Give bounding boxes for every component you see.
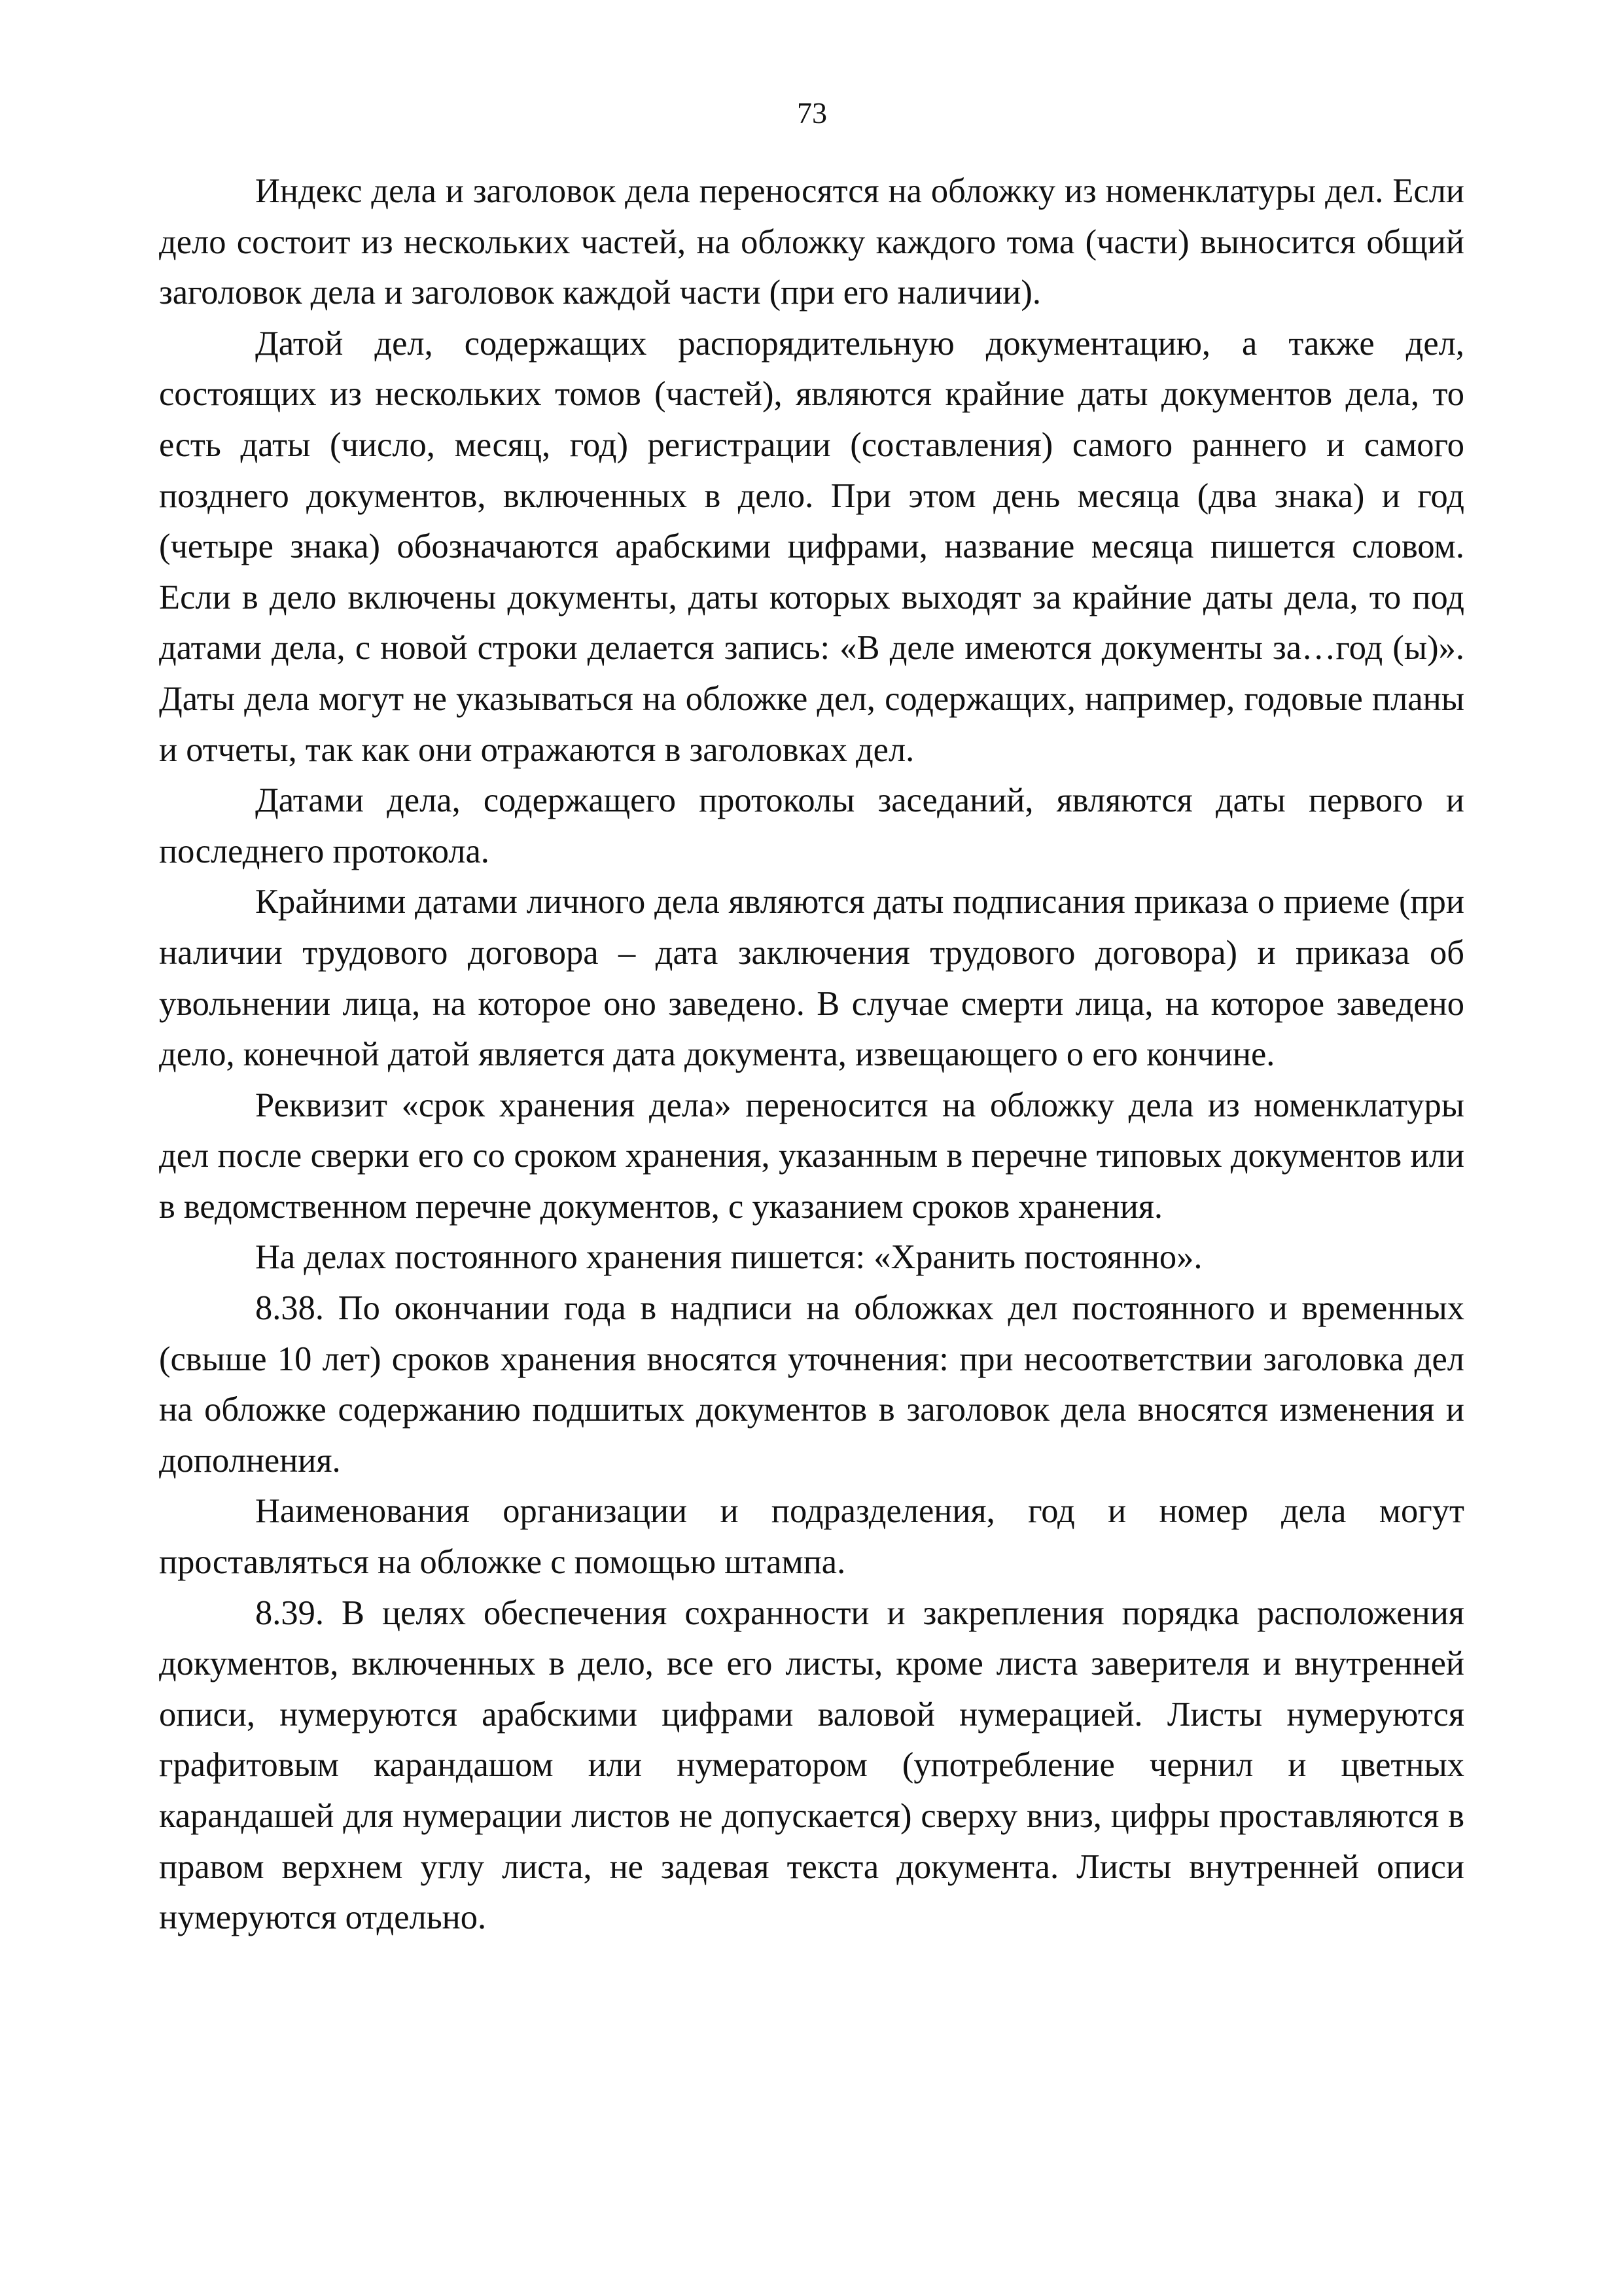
paragraph-storage-term: Реквизит «срок хранения дела» переносится на обложку дела из номенклатуры дел после сверки его со сроком хранения, указанным в перечне типовых документов или в ведомственном перечне документов, с указанием сроков хранения. — [159, 1086, 1464, 1226]
paragraph-personal-file-dates: Крайними датами личного дела являются даты подписания приказа о приеме (при наличии трудового договора – дата заключения трудового договора) и приказа об увольнении лица, на которое оно заведено. В случае смерти лица, на которое заведено дело, конечной датой является дата документа, извещающего о его кончине. — [159, 883, 1464, 1074]
page-number: 73 — [797, 96, 827, 130]
paragraph-permanent-storage: На делах постоянного хранения пишется: «Хранить постоянно». — [255, 1238, 1203, 1277]
paragraph-stamp: Наименования организации и подразделения, год и номер дела могут проставляться на обложке с помощью штампа. — [159, 1492, 1464, 1582]
paragraph-protocol-dates: Датами дела, содержащего протоколы заседаний, являются даты первого и последнего протокола. — [159, 781, 1464, 870]
paragraph-section-8-39: 8.39. В целях обеспечения сохранности и закрепления порядка расположения документов, включенных в дело, все его листы, кроме листа заверителя и внутренней описи, нумеруются арабскими цифрами валовой нумерацией. Листы нумеруются графитовым карандашом или нумератором (употребление чернил и цветных карандашей для нумерации листов не допускается) сверху вниз, цифры проставляются в правом верхнем углу листа, не задевая текста документа. Листы внутренней описи нумеруются отдельно. — [159, 1593, 1464, 1937]
paragraph-section-8-38: 8.38. По окончании года в надписи на обложках дел постоянного и временных (свыше 10 лет) сроков хранения вносятся уточнения: при несоответствии заголовка дел на обложке содержанию подшитых документов в заголовок дела вносятся изменения и дополнения. — [159, 1289, 1464, 1480]
paragraph-case-index-title: Индекс дела и заголовок дела переносятся на обложку из номенклатуры дел. Если дело состоит из нескольких частей, на обложку каждого тома (части) выносится общий заголовок дела и заголовок каждой части (при его наличии). — [159, 172, 1464, 312]
body-text — [159, 166, 1464, 1944]
paragraph-case-dates: Датой дел, содержащих распорядительную документацию, а также дел, состоящих из нескольких томов (частей), являются крайние даты документов дела, то есть даты (число, месяц, год) регистрации (составления) самого раннего и самого позднего документов, включенных в дело. При этом день месяца (два знака) и год (четыре знака) обозначаются арабскими цифрами, название месяца пишется словом. Если в дело включены документы, даты которых выходят за крайние даты дела, то под датами дела, с новой строки делается запись: «В деле имеются документы за…год (ы)». Даты дела могут не указываться на обложке дел, содержащих, например, годовые планы и отчеты, так как они отражаются в заголовках дел. — [159, 324, 1464, 769]
